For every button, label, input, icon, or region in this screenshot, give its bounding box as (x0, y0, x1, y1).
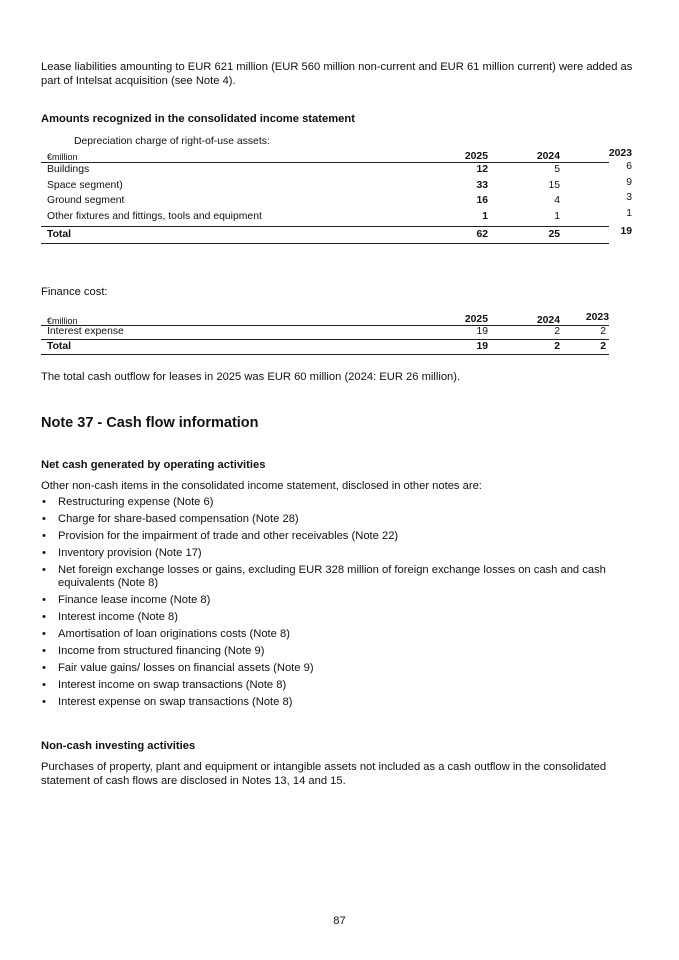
cell-2024: 5 (554, 164, 560, 175)
cell-2025: 33 (476, 179, 488, 191)
list-item: • Restructuring expense (Note 6) (41, 496, 639, 509)
year-header: 2025 (464, 151, 488, 162)
income-statement-heading: Amounts recognized in the consolidated income statement (41, 113, 355, 125)
total-label: Total (47, 229, 72, 240)
unit-label: €million (47, 316, 78, 326)
table-bottom-rule (41, 354, 609, 355)
page-number: 87 (333, 915, 346, 927)
finance-cost-table (41, 312, 639, 352)
total-2024: 25 (548, 229, 560, 240)
list-item: • Provision for the impairment of trade and other receivables (Note 22) (41, 530, 639, 543)
cell-2023: 9 (626, 176, 632, 188)
cell-2023: 1 (626, 207, 632, 219)
total-label: Total (47, 341, 72, 352)
total-2025: 62 (476, 229, 488, 240)
cell-2023: 6 (626, 161, 632, 172)
list-item: • Fair value gains/ losses on financial assets (Note 9) (41, 662, 639, 675)
header-divider (41, 162, 609, 163)
list-item: • Charge for share-based compensation (Note 28) (41, 513, 639, 526)
list-item: • Interest income on swap transactions (Note 8) (41, 679, 639, 692)
row-label: Ground segment (47, 195, 125, 207)
operating-activities-heading: Net cash generated by operating activities (41, 459, 266, 471)
year-header: 2025 (464, 314, 488, 325)
note-37-title: Note 37 - Cash flow information (41, 415, 259, 431)
cell-2024: 15 (548, 179, 560, 191)
list-item: • Finance lease income (Note 8) (41, 594, 639, 607)
total-2023: 2 (600, 341, 606, 352)
table-row (41, 176, 639, 196)
cell-2023: 3 (626, 192, 632, 204)
year-header: 2024 (536, 315, 560, 326)
list-item: • Net foreign exchange losses or gains, excluding EUR 328 million of foreign exchange losses on cash and cash equivalents (Note 8) (41, 564, 639, 591)
list-item: • Interest income (Note 8) (41, 611, 639, 624)
unit-label: €million (47, 152, 78, 162)
finance-cost-label: Finance cost: (41, 286, 108, 298)
cell-2024: 2 (554, 326, 560, 337)
total-divider (41, 339, 609, 340)
table-row (41, 161, 639, 180)
row-label: Space segment) (47, 179, 123, 191)
row-label: Other fixtures and fittings, tools and equipment (47, 210, 262, 222)
cell-2025: 19 (476, 326, 488, 337)
investing-paragraph: Purchases of property, plant and equipment or intangible assets not included as a cash outflow in the consolidated statement of cash flows are disclosed in Notes 13, 14 and 15. (41, 761, 607, 787)
cash-outflow-paragraph: The total cash outflow for leases in 2025 was EUR 60 million (2024: EUR 26 million). (41, 371, 461, 383)
cell-2025: 16 (476, 195, 488, 207)
table-bottom-rule (41, 243, 609, 244)
cell-2025: 1 (482, 210, 488, 222)
list-item: • Income from structured financing (Note 9) (41, 645, 639, 658)
depreciation-table (41, 148, 639, 240)
cell-2024: 1 (554, 210, 560, 222)
row-label: Buildings (47, 164, 90, 175)
cell-2025: 12 (476, 164, 488, 175)
total-divider (41, 226, 609, 227)
depreciation-subheading: Depreciation charge of right-of-use assets: (74, 136, 270, 147)
operating-intro: Other non-cash items in the consolidated income statement, disclosed in other notes are: (41, 480, 482, 492)
list-item: • Inventory provision (Note 17) (41, 547, 639, 560)
year-header: 2024 (536, 151, 560, 162)
row-label: Interest expense (47, 326, 124, 337)
investing-activities-heading: Non-cash investing activities (41, 740, 196, 752)
total-2023: 19 (620, 226, 632, 237)
table-row (41, 207, 639, 227)
list-item: • Amortisation of loan originations costs (Note 8) (41, 628, 639, 641)
year-header: 2023 (585, 312, 609, 323)
cell-2024: 4 (554, 195, 560, 207)
table-row (41, 192, 639, 211)
non-cash-items-list (41, 496, 639, 713)
cell-2023: 2 (600, 326, 606, 337)
list-item: • Interest expense on swap transactions (Note 8) (41, 696, 639, 709)
year-header: 2023 (608, 148, 632, 159)
lease-liabilities-paragraph: Lease liabilities amounting to EUR 621 million (EUR 560 million non-current and EUR 61 million current) were added as part of Intelsat acquisition (see Note 4). (41, 61, 633, 87)
total-2025: 19 (476, 341, 488, 352)
total-2024: 2 (554, 341, 560, 352)
